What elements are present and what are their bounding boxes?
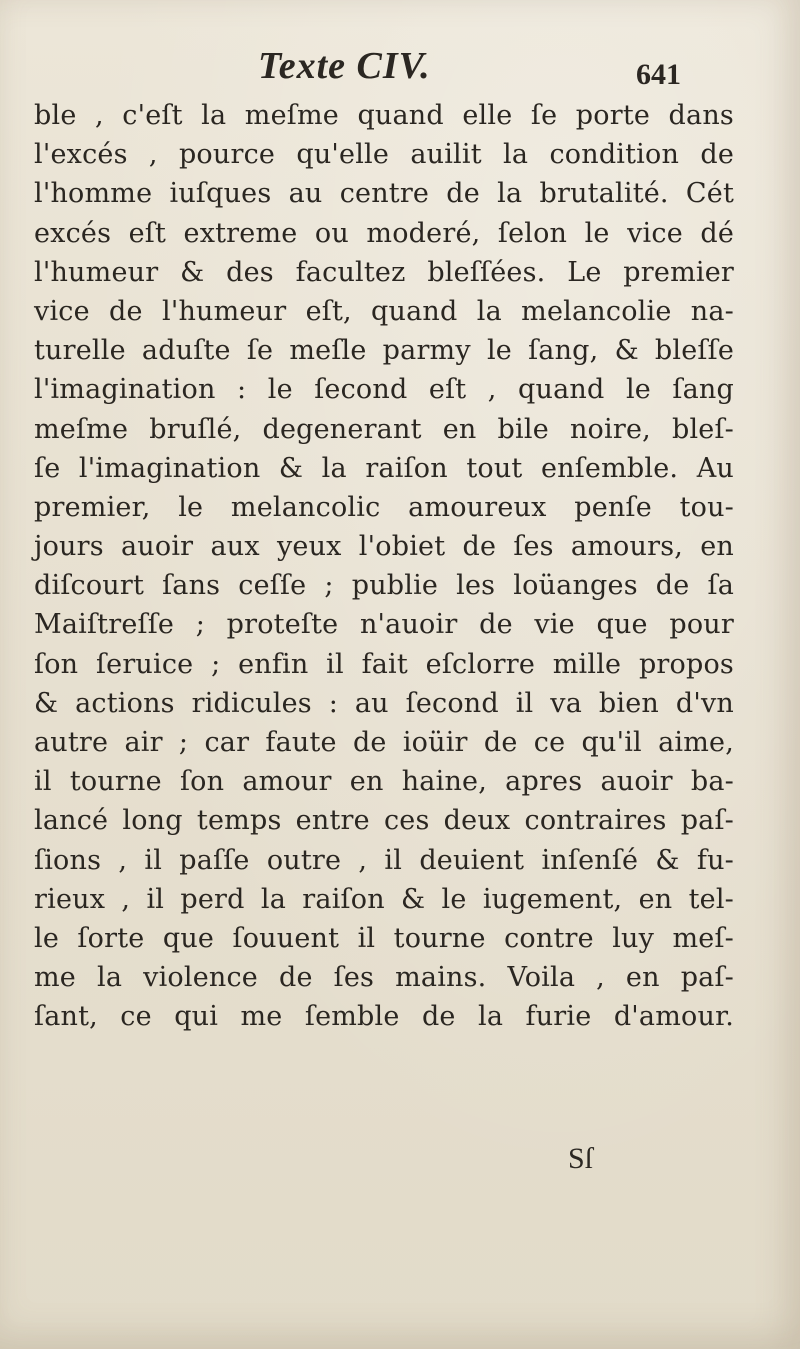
page-number: 641 — [636, 58, 681, 91]
text-line: Maiſtreſſe ; proteſte n'auoir de vie que pour — [34, 609, 734, 641]
text-line: meſme bruſlé, degenerant en bile noire, bleſ- — [34, 413, 734, 445]
text-line: l'humeur & des facultez bleſſées. Le premier — [34, 256, 734, 288]
text-line: ſe l'imagination & la raiſon tout enſemble. Au — [34, 452, 734, 484]
text-line: ble , c'eſt la meſme quand elle ſe porte dans — [34, 100, 734, 131]
text-line: me la violence de ſes mains. Voila , en paſ- — [34, 962, 734, 994]
catchword: Sſ — [568, 1142, 594, 1175]
text-line: vice de l'humeur eſt, quand la melancolie na- — [34, 295, 734, 327]
text-line: premier, le melancolic amoureux penſe tou- — [34, 491, 734, 523]
body-text — [34, 96, 734, 1037]
text-line: le ſorte que ſouuent il tourne contre luy meſ- — [34, 922, 734, 954]
text-line: ſions , il paſſe outre , il deuient inſenſé & fu- — [34, 844, 734, 876]
text-line: turelle aduſte ſe meſle parmy le ſang, & bleſſe — [34, 335, 734, 367]
text-line: l'homme iuſques au centre de la brutalité. Cét — [34, 178, 734, 210]
text-line: ſant, ce qui me ſemble de la furie d'amour. — [34, 1001, 734, 1033]
text-line: diſcourt ſans ceſſe ; publie les loüanges de ſa — [34, 570, 734, 602]
text-line: lancé long temps entre ces deux contraires paſ- — [34, 805, 734, 837]
text-line: rieux , il perd la raiſon & le iugement, en tel- — [34, 883, 734, 915]
text-line: & actions ridicules : au ſecond il va bien d'vn — [34, 687, 734, 719]
page-header — [0, 44, 800, 94]
text-line: autre air ; car faute de ioüir de ce qu'il aime, — [34, 727, 734, 758]
text-line: ſon ſeruice ; enfin il fait eſclorre mille propos — [34, 648, 734, 680]
text-line: jours auoir aux yeux l'obiet de ſes amours, en — [34, 531, 734, 563]
running-title: Texte CIV. — [258, 45, 431, 87]
text-line: l'excés , pource qu'elle auilit la condition de — [34, 139, 734, 171]
text-line: l'imagination : le ſecond eſt , quand le ſang — [34, 374, 734, 406]
text-line: il tourne ſon amour en haine, apres auoir ba- — [34, 766, 734, 798]
text-line: excés eſt extreme ou moderé, ſelon le vice dé — [34, 217, 734, 249]
